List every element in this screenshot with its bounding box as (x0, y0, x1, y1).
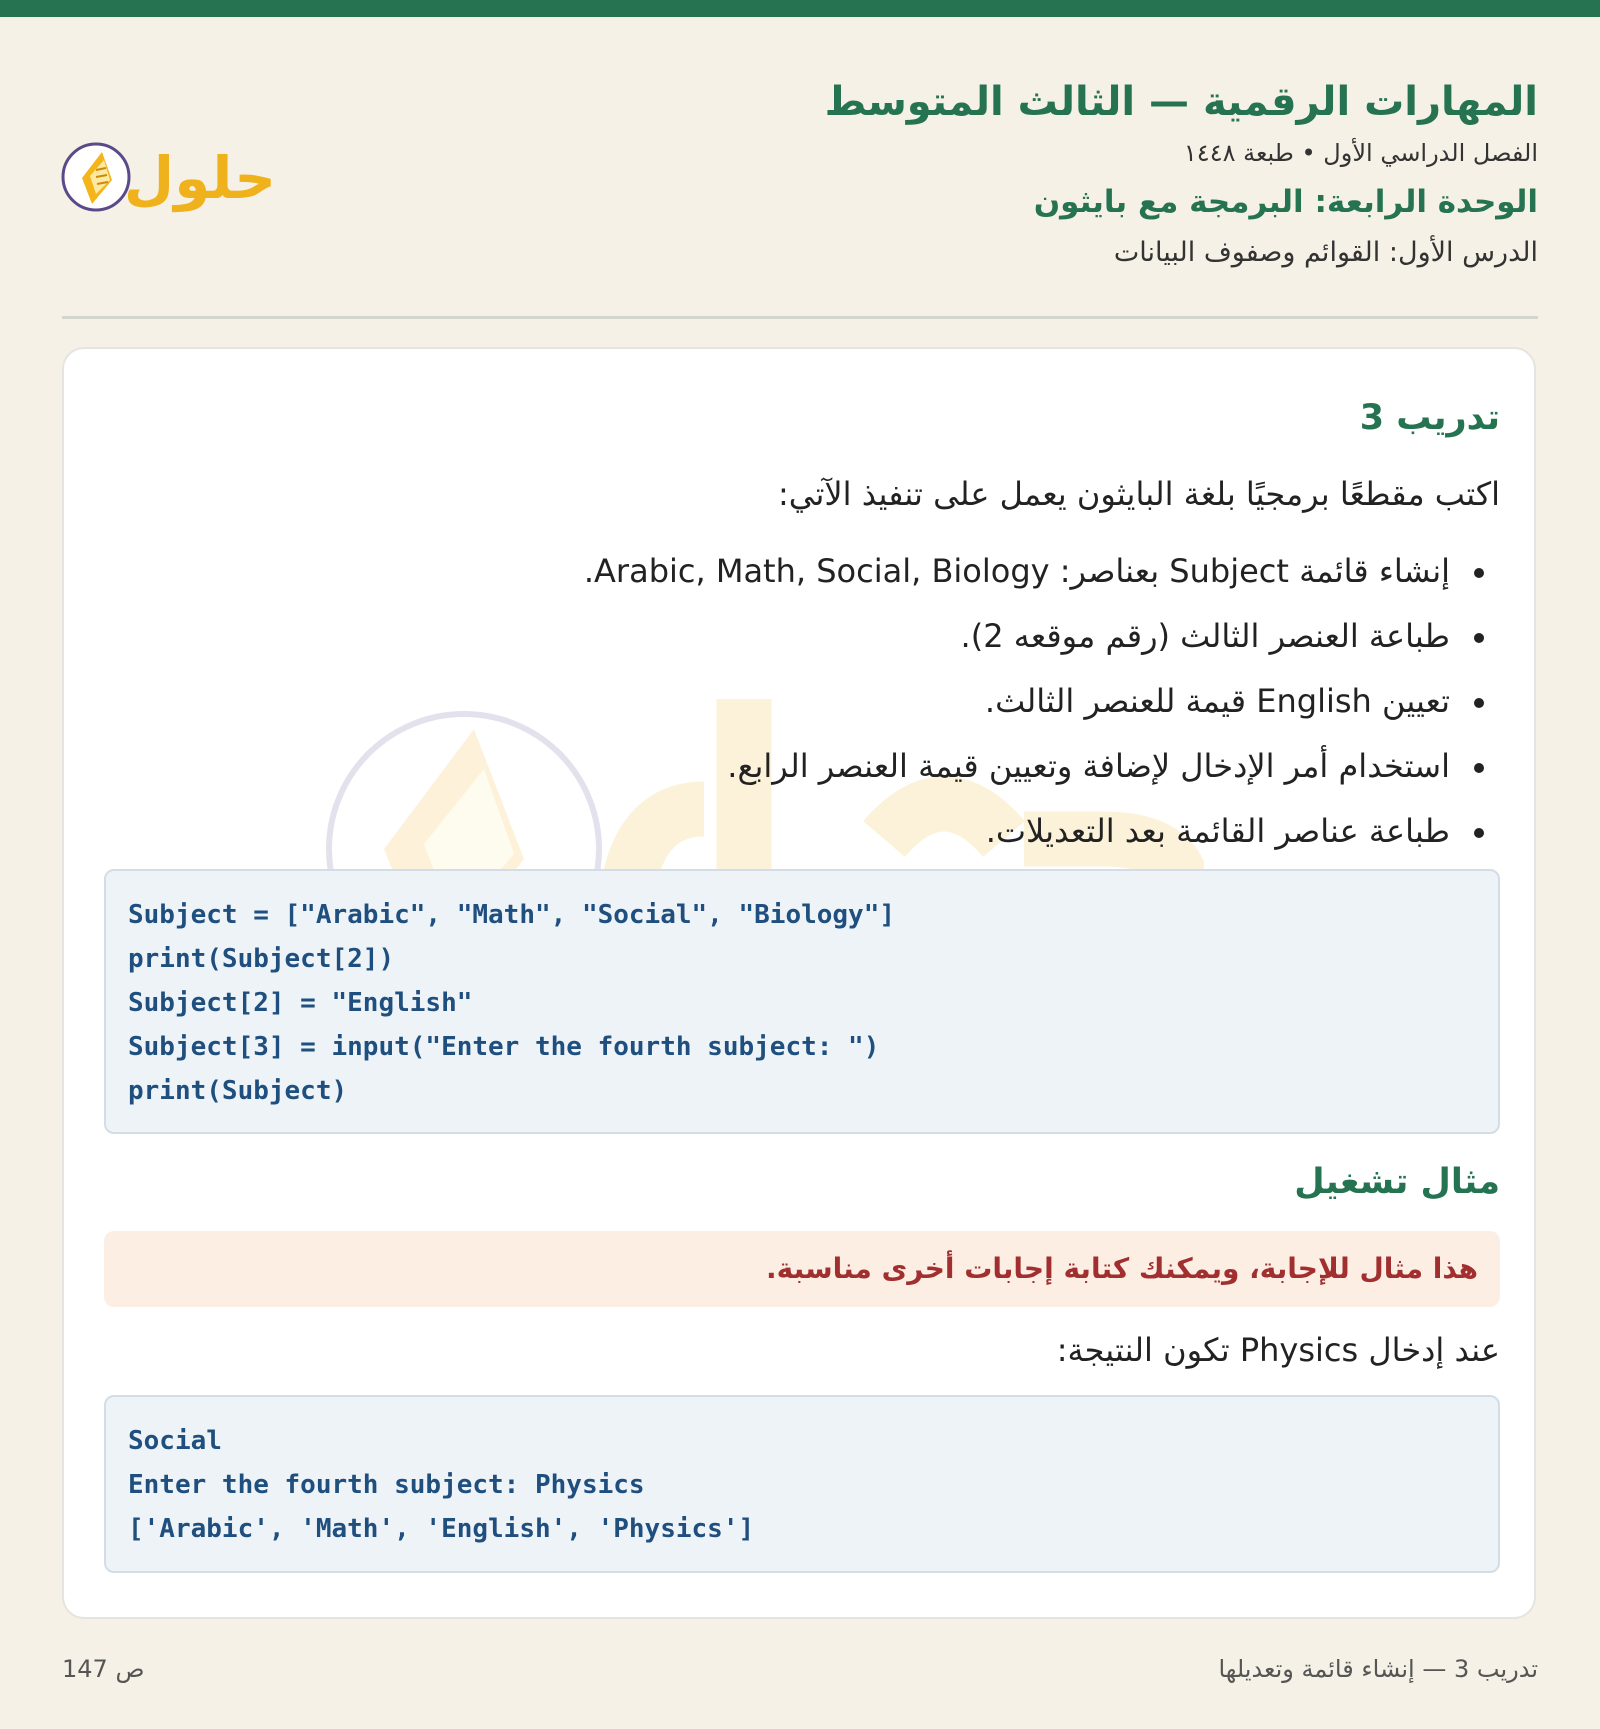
code-line: print(Subject) (128, 1076, 348, 1106)
book-title: المهارات الرقمية — الثالث المتوسط (824, 79, 1538, 125)
page-header (0, 0, 1600, 320)
logo-text: حلول (123, 144, 277, 212)
output-block (104, 1395, 1500, 1573)
header-divider (62, 316, 1538, 319)
unit-title: الوحدة الرابعة: البرمجة مع بايثون (1033, 184, 1538, 220)
footer-caption: تدريب 3 — إنشاء قائمة وتعديلها (1218, 1655, 1538, 1683)
code-line: Subject[3] = input("Enter the fourth subject: ") (128, 1032, 880, 1062)
book-subtitle: الفصل الدراسي الأول • طبعة ١٤٤٨ (1183, 139, 1538, 167)
solution-code-block (104, 869, 1500, 1134)
list-item: طباعة عناصر القائمة بعد التعديلات. (104, 799, 1500, 864)
hulul-logo (60, 130, 290, 220)
code-line: Subject = ["Arabic", "Math", "Social", "Biology"] (128, 900, 896, 930)
list-item: استخدام أمر الإدخال لإضافة وتعيين قيمة العنصر الرابع. (104, 734, 1500, 799)
code-line: Subject[2] = "English" (128, 988, 473, 1018)
run-example-title: مثال تشغيل (1294, 1162, 1500, 1202)
result-intro: عند إدخال Physics تكون النتيجة: (1056, 1331, 1500, 1369)
requirements-list (104, 539, 1500, 864)
answer-note: هذا مثال للإجابة، ويمكنك كتابة إجابات أخرى مناسبة. (104, 1231, 1500, 1307)
output-line: Social (128, 1426, 222, 1456)
list-item: طباعة العنصر الثالث (رقم موقعه 2). (104, 604, 1500, 669)
page-number: ص 147 (62, 1655, 145, 1683)
code-line: print(Subject[2]) (128, 944, 395, 974)
list-item: إنشاء قائمة Subject بعناصر: Arabic, Math, Social, Biology. (104, 539, 1500, 604)
exercise-instruction: اكتب مقطعًا برمجيًا بلغة البايثون يعمل على تنفيذ الآتي: (778, 475, 1500, 513)
list-item: تعيين English قيمة للعنصر الثالث. (104, 669, 1500, 734)
lesson-title: الدرس الأول: القوائم وصفوف البيانات (1113, 237, 1538, 268)
header-text (538, 72, 1538, 274)
output-line: Enter the fourth subject: Physics (128, 1470, 645, 1500)
exercise-title: تدريب 3 (1359, 398, 1500, 438)
output-line: ['Arabic', 'Math', 'English', 'Physics'] (128, 1514, 755, 1544)
exercise-card (62, 347, 1536, 1619)
